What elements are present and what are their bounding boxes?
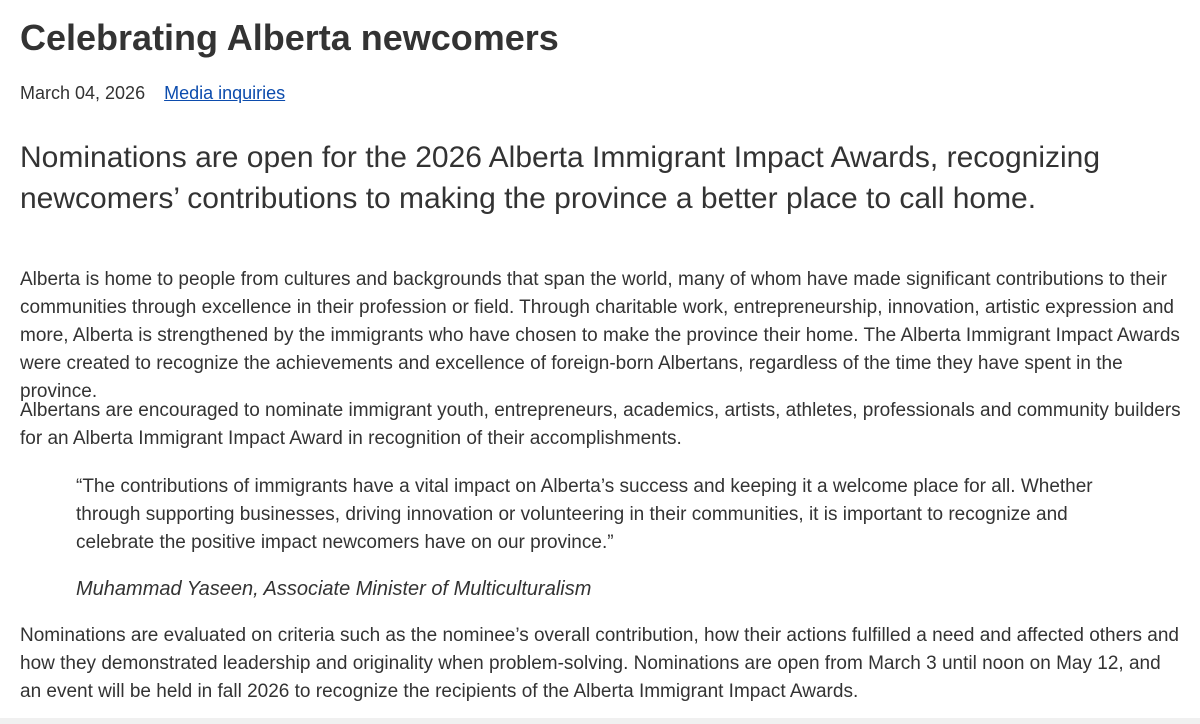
quote-attribution: Muhammad Yaseen, Associate Minister of Multiculturalism: [76, 578, 592, 600]
paragraph-3: Nominations are evaluated on criteria such as the nominee’s overall contribution, how their actions fulfilled a need and affected others and how they demonstrated leadership and originality when problem-solving. Nominations are open from March 3 until noon on May 12, and an event will be held in fall 2026 to recognize the recipients of the Alberta Immigrant Impact Awards.: [20, 625, 1179, 702]
article-meta: [20, 82, 285, 104]
footer-divider: [0, 718, 1200, 724]
media-inquiries-link[interactable]: Media inquiries: [164, 83, 286, 103]
article-lede: Nominations are open for the 2026 Alberta Immigrant Impact Awards, recognizing newcomers’ contributions to making the province a better place to call home.: [20, 141, 1101, 215]
paragraph-1: Alberta is home to people from cultures and backgrounds that span the world, many of whom have made significant contributions to their communities through excellence in their profession or field. Through charitable work, entrepreneurship, innovation, artistic expression and more, Alberta is strengthened by the immigrants who have chosen to make the province their home. The Alberta Immigrant Impact Awards were created to recognize the achievements and excellence of foreign-born Albertans, regardless of the time they have spent in the province.: [20, 269, 1180, 402]
publish-date: March 04, 2026: [20, 83, 146, 103]
paragraph-2: Albertans are encouraged to nominate immigrant youth, entrepreneurs, academics, artists, athletes, professionals and community builders for an Alberta Immigrant Impact Award in recognition of their accomplishments.: [20, 400, 1181, 449]
page-title: Celebrating Alberta newcomers: [20, 17, 559, 58]
minister-quote: “The contributions of immigrants have a vital impact on Alberta’s success and keeping it a welcome place for all. Whether through supporting businesses, driving innovation or volunteering in their communities, it is important to recognize and celebrate the positive impact newcomers have on our province.”: [76, 476, 1093, 553]
